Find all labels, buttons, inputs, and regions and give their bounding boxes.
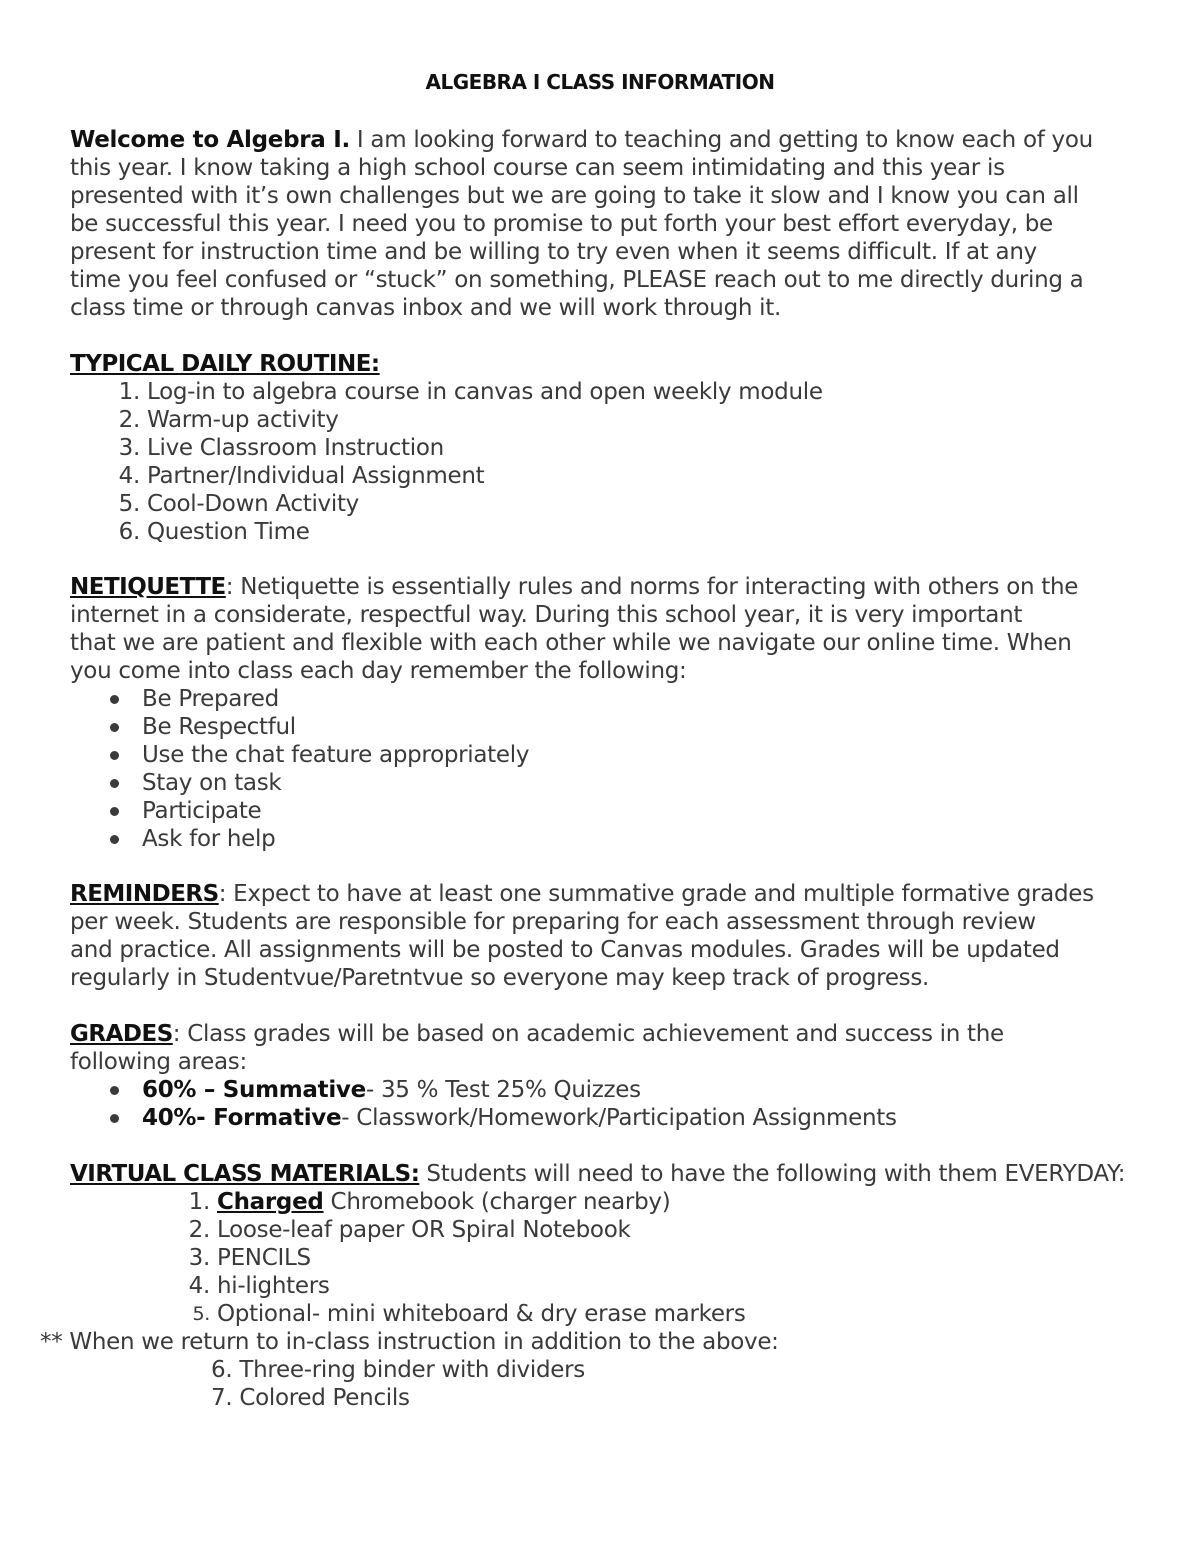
list-item: 4. Partner/Individual Assignment — [118, 463, 485, 489]
intro-line: presented with it’s own challenges but we are going to take it slow and I know you can all — [70, 183, 1079, 209]
bullet-icon — [110, 1114, 119, 1123]
intro-paragraph — [70, 126, 1130, 322]
bullet-icon — [110, 779, 119, 788]
bullet-icon — [110, 835, 119, 844]
reminders-heading: REMINDERS — [70, 881, 219, 907]
list-item: 60% – Summative - 35 % Test 25% Quizzes — [70, 1076, 1130, 1104]
bullet-icon — [110, 723, 119, 732]
grades-list — [70, 1076, 1130, 1132]
list-item: 40%- Formative - Classwork/Homework/Participation Assignments — [70, 1104, 1130, 1132]
grades-heading: GRADES — [70, 1021, 173, 1047]
routine-list — [70, 378, 1130, 546]
list-item: Be Respectful — [70, 713, 1130, 741]
list-item: Use the chat feature appropriately — [70, 741, 1130, 769]
list-item: 2. Warm-up activity — [118, 407, 339, 433]
intro-line: be successful this year. I need you to promise to put forth your best effort everyday, be — [70, 211, 1053, 237]
intro-line: this year. I know taking a high school course can seem intimidating and this year is — [70, 155, 1005, 181]
list-item: 1. Charged Chromebook (charger nearby) — [188, 1189, 671, 1215]
list-item: Be Prepared — [70, 685, 1130, 713]
reminders-section: REMINDERS: Expect to have at least one summative grade and multiple formative grades per week. Students are responsible for preparing for each assessment through review and practice. All assignments will be posted to Canvas modules. Grades will be updated regularly in Studentvue/Paretntvue so everyone may keep track of progress. — [70, 881, 1094, 991]
netiquette-heading: NETIQUETTE — [70, 574, 226, 600]
materials-list — [70, 1188, 1130, 1328]
routine-heading: TYPICAL DAILY ROUTINE: — [70, 351, 380, 377]
materials-section: VIRTUAL CLASS MATERIALS: Students will need to have the following with them EVERYDAY: 1. Charged Chromebook (charger nearby) 2. Loose-leaf paper OR Spiral Notebook 3. PENCILS 4. hi-lighters 5. Optional- mini whiteboard & dry erase markers ** When we return to in-class instruction in addition to the above: 6. Three-ring binder with dividers 7. Colored Pencils — [70, 1160, 1130, 1412]
list-item: Participate — [70, 797, 1130, 825]
list-item: 5. Cool-Down Activity — [118, 491, 359, 517]
list-item: 7. Colored Pencils — [211, 1385, 410, 1411]
list-item: 3. PENCILS — [188, 1245, 311, 1271]
bullet-icon — [110, 695, 119, 704]
list-item: Ask for help — [70, 825, 1130, 853]
routine-section — [70, 350, 1130, 546]
list-item: 4. hi-lighters — [188, 1273, 330, 1299]
list-item: 1. Log-in to algebra course in canvas and open weekly module — [118, 379, 823, 405]
intro-line: time you feel confused or “stuck” on something, PLEASE reach out to me directly during a — [70, 267, 1084, 293]
bullet-icon — [110, 1086, 119, 1095]
document-title: ALGEBRA I CLASS INFORMATION — [425, 70, 775, 94]
intro-line: class time or through canvas inbox and we will work through it. — [70, 295, 781, 321]
grades-section: GRADES: Class grades will be based on academic achievement and success in the following areas: 60% – Summative - 35 % Test 25% Quizzes 40%- Formative - Classwork/Homework/Participation Assignments — [70, 1020, 1130, 1132]
materials-note: ** When we return to in-class instruction in addition to the above: — [40, 1329, 779, 1355]
bullet-icon — [110, 751, 119, 760]
intro-lead: Welcome to Algebra I. — [70, 127, 350, 153]
list-item: 5. Optional- mini whiteboard & dry erase markers — [192, 1301, 746, 1327]
bullet-icon — [110, 807, 119, 816]
materials-heading: VIRTUAL CLASS MATERIALS: — [70, 1161, 420, 1187]
list-item: Stay on task — [70, 769, 1130, 797]
list-item: 6. Question Time — [118, 519, 310, 545]
netiquette-section: NETIQUETTE: Netiquette is essentially rules and norms for interacting with others on the internet in a considerate, respectful way. During this school year, it is very important that we are patient and flexible with each other while we navigate our online time. When you come into class each day remember the following: Be Prepared Be Respectful Use the chat feature appropriately Stay on task Participate Ask for help — [70, 573, 1130, 853]
intro-line: present for instruction time and be willing to try even when it seems difficult. If at any — [70, 239, 1037, 265]
intro-line: Welcome to Algebra I. I am looking forward to teaching and getting to know each of you — [70, 127, 1093, 153]
list-item: 3. Live Classroom Instruction — [118, 435, 444, 461]
list-item: 2. Loose-leaf paper OR Spiral Notebook — [188, 1217, 631, 1243]
netiquette-list — [70, 685, 1130, 853]
list-item: 6. Three-ring binder with dividers — [211, 1357, 585, 1383]
